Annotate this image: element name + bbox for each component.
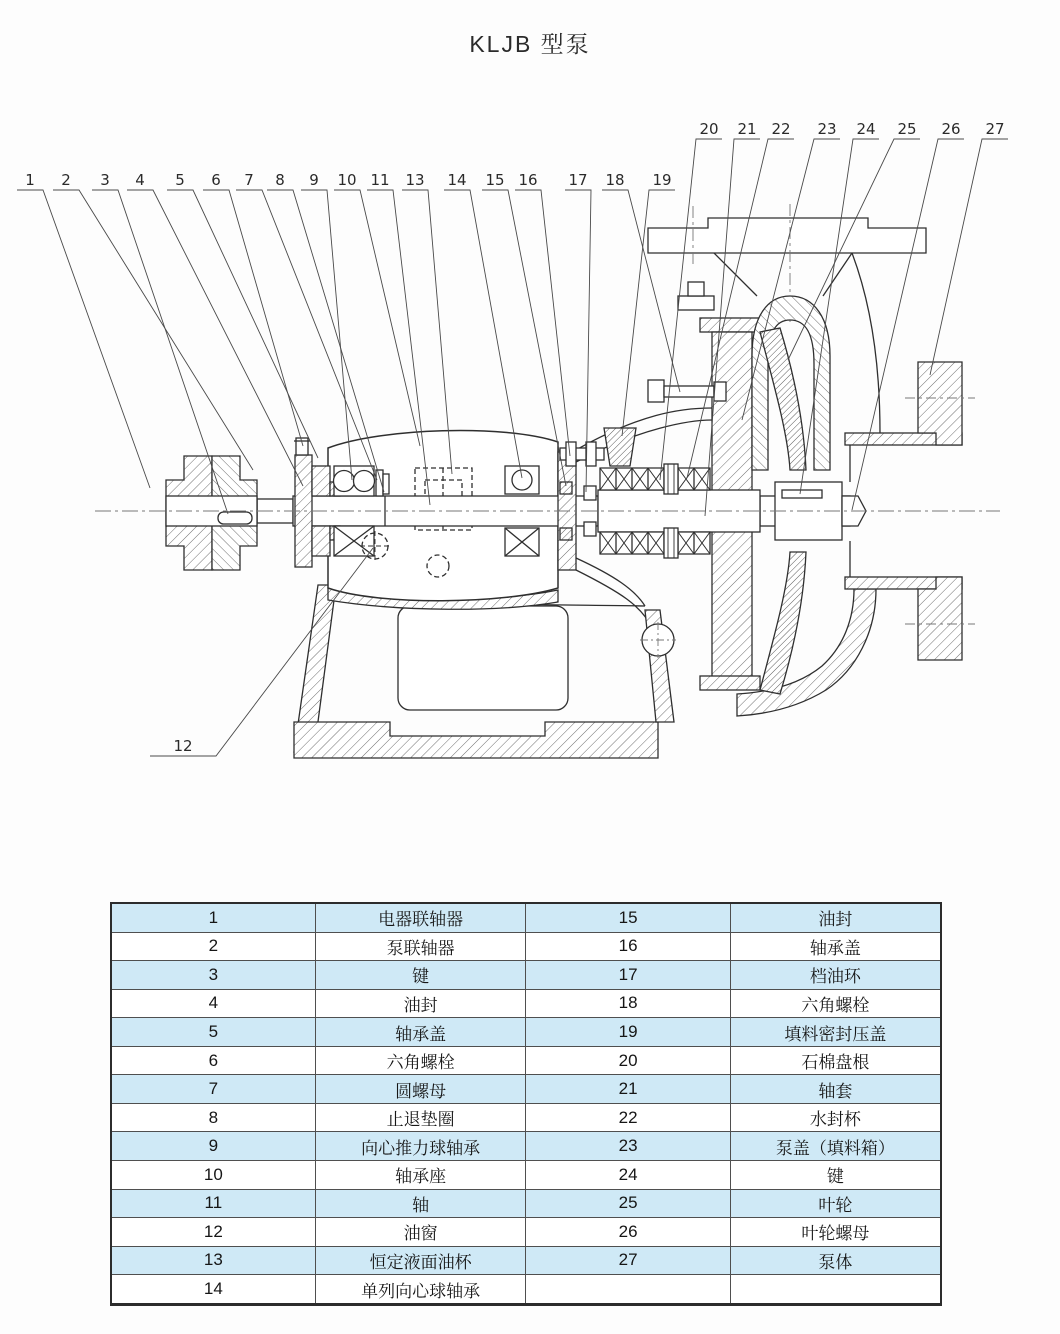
part-number-cell: 12 [111,1218,315,1247]
callout-label: 25 [897,120,917,138]
pedestal [294,585,674,758]
part-name-cell: 石棉盘根 [730,1046,941,1075]
leader-line [53,190,253,470]
callout-label: 11 [370,171,390,189]
part-number-cell: 8 [111,1103,315,1132]
part-name-cell: 档油环 [730,961,941,990]
part-number-cell: 21 [526,1075,730,1104]
part-name-cell: 向心推力球轴承 [315,1132,526,1161]
gland-stud [560,442,604,466]
table-row [111,989,941,1018]
part-number-cell: 1 [111,903,315,932]
part-name-cell: 键 [730,1160,941,1189]
part-number-cell: 25 [526,1189,730,1218]
callout-label: 14 [447,171,467,189]
part-number-cell: 15 [526,903,730,932]
casing-bottom [737,589,876,716]
coupling-key-slot [218,512,252,524]
table-row [111,1275,941,1305]
part-number-cell: 26 [526,1218,730,1247]
part-name-cell: 轴承盖 [315,1018,526,1047]
table-row [111,1046,941,1075]
callout-label: 18 [605,171,625,189]
part-name-cell: 轴 [315,1189,526,1218]
leader-line [127,190,303,486]
part-number-cell: 27 [526,1246,730,1275]
part-name-cell: 填料密封压盖 [730,1018,941,1047]
part-number-cell: 3 [111,961,315,990]
callout-label: 2 [61,171,71,189]
callout-label: 20 [699,120,719,138]
callout-label: 8 [275,171,285,189]
callout-label: 17 [568,171,588,189]
callout-label: 5 [175,171,185,189]
part-name-cell: 泵盖（填料箱） [730,1132,941,1161]
leader-line [515,190,570,456]
part-number-cell: 13 [111,1246,315,1275]
callout-label: 21 [737,120,757,138]
part-number-cell: 2 [111,932,315,961]
table-row [111,903,941,932]
callout-label: 26 [941,120,961,138]
impeller-key [782,490,822,498]
parts-table [110,902,942,1306]
part-number-cell: 24 [526,1160,730,1189]
part-number-cell: 6 [111,1046,315,1075]
callout-label: 24 [856,120,876,138]
part-number-cell: 10 [111,1160,315,1189]
leader-line [167,190,318,458]
part-number-cell: 9 [111,1132,315,1161]
part-number-cell: 23 [526,1132,730,1161]
table-row [111,1218,941,1247]
part-name-cell: 油封 [315,989,526,1018]
callout-label: 3 [100,171,110,189]
drain-boss [640,622,676,658]
part-number-cell: 16 [526,932,730,961]
packing-gland [604,428,636,466]
callout-label: 22 [771,120,791,138]
table-row [111,1132,941,1161]
part-number-cell: 17 [526,961,730,990]
part-name-cell: 叶轮螺母 [730,1218,941,1247]
leader-line [602,190,680,392]
flange-bolt [678,282,714,310]
part-name-cell: 轴承盖 [730,932,941,961]
table-row [111,961,941,990]
table-row [111,1246,941,1275]
leader-line [930,139,1008,375]
callout-label: 13 [405,171,425,189]
part-name-cell: 泵联轴器 [315,932,526,961]
callout-label: 15 [485,171,505,189]
part-name-cell: 电器联轴器 [315,903,526,932]
part-name-cell: 止退垫圈 [315,1103,526,1132]
table-row [111,1075,941,1104]
callout-label: 1 [25,171,35,189]
callout-label: 16 [518,171,538,189]
leader-line [334,190,420,446]
part-name-cell: 叶轮 [730,1189,941,1218]
table-row [111,932,941,961]
part-name-cell: 油封 [730,903,941,932]
part-name-cell: 轴套 [730,1075,941,1104]
round-nut [376,470,383,496]
callout-label: 6 [211,171,221,189]
leader-line [17,190,150,488]
table-row [111,1189,941,1218]
part-name-cell [730,1275,941,1305]
callout-label: 27 [985,120,1005,138]
part-name-cell: 轴承座 [315,1160,526,1189]
part-name-cell: 六角螺栓 [315,1046,526,1075]
table-row [111,1160,941,1189]
page-title: KLJB 型泵 [469,31,591,57]
part-number-cell: 5 [111,1018,315,1047]
callout-label: 4 [135,171,145,189]
callout-label: 12 [173,737,193,755]
leader-line [852,139,964,510]
part-number-cell: 11 [111,1189,315,1218]
part-number-cell: 19 [526,1018,730,1047]
part-name-cell: 六角螺栓 [730,989,941,1018]
part-number-cell: 20 [526,1046,730,1075]
part-name-cell: 油窗 [315,1218,526,1247]
callout-label: 9 [309,171,319,189]
part-number-cell: 14 [111,1275,315,1305]
callout-label: 10 [337,171,357,189]
part-name-cell: 键 [315,961,526,990]
part-number-cell: 22 [526,1103,730,1132]
table-row [111,1018,941,1047]
part-name-cell: 恒定液面油杯 [315,1246,526,1275]
part-name-cell: 泵体 [730,1246,941,1275]
callout-label: 7 [244,171,254,189]
table-row [111,1103,941,1132]
callout-label: 19 [652,171,672,189]
part-number-cell: 18 [526,989,730,1018]
part-name-cell: 圆螺母 [315,1075,526,1104]
callout-label: 23 [817,120,837,138]
part-number-cell: 7 [111,1075,315,1104]
part-number-cell: 4 [111,989,315,1018]
part-name-cell: 水封杯 [730,1103,941,1132]
hex-bolt-cap [294,438,310,455]
part-name-cell: 单列向心球轴承 [315,1275,526,1305]
leader-line [301,190,352,480]
part-number-cell [526,1275,730,1305]
